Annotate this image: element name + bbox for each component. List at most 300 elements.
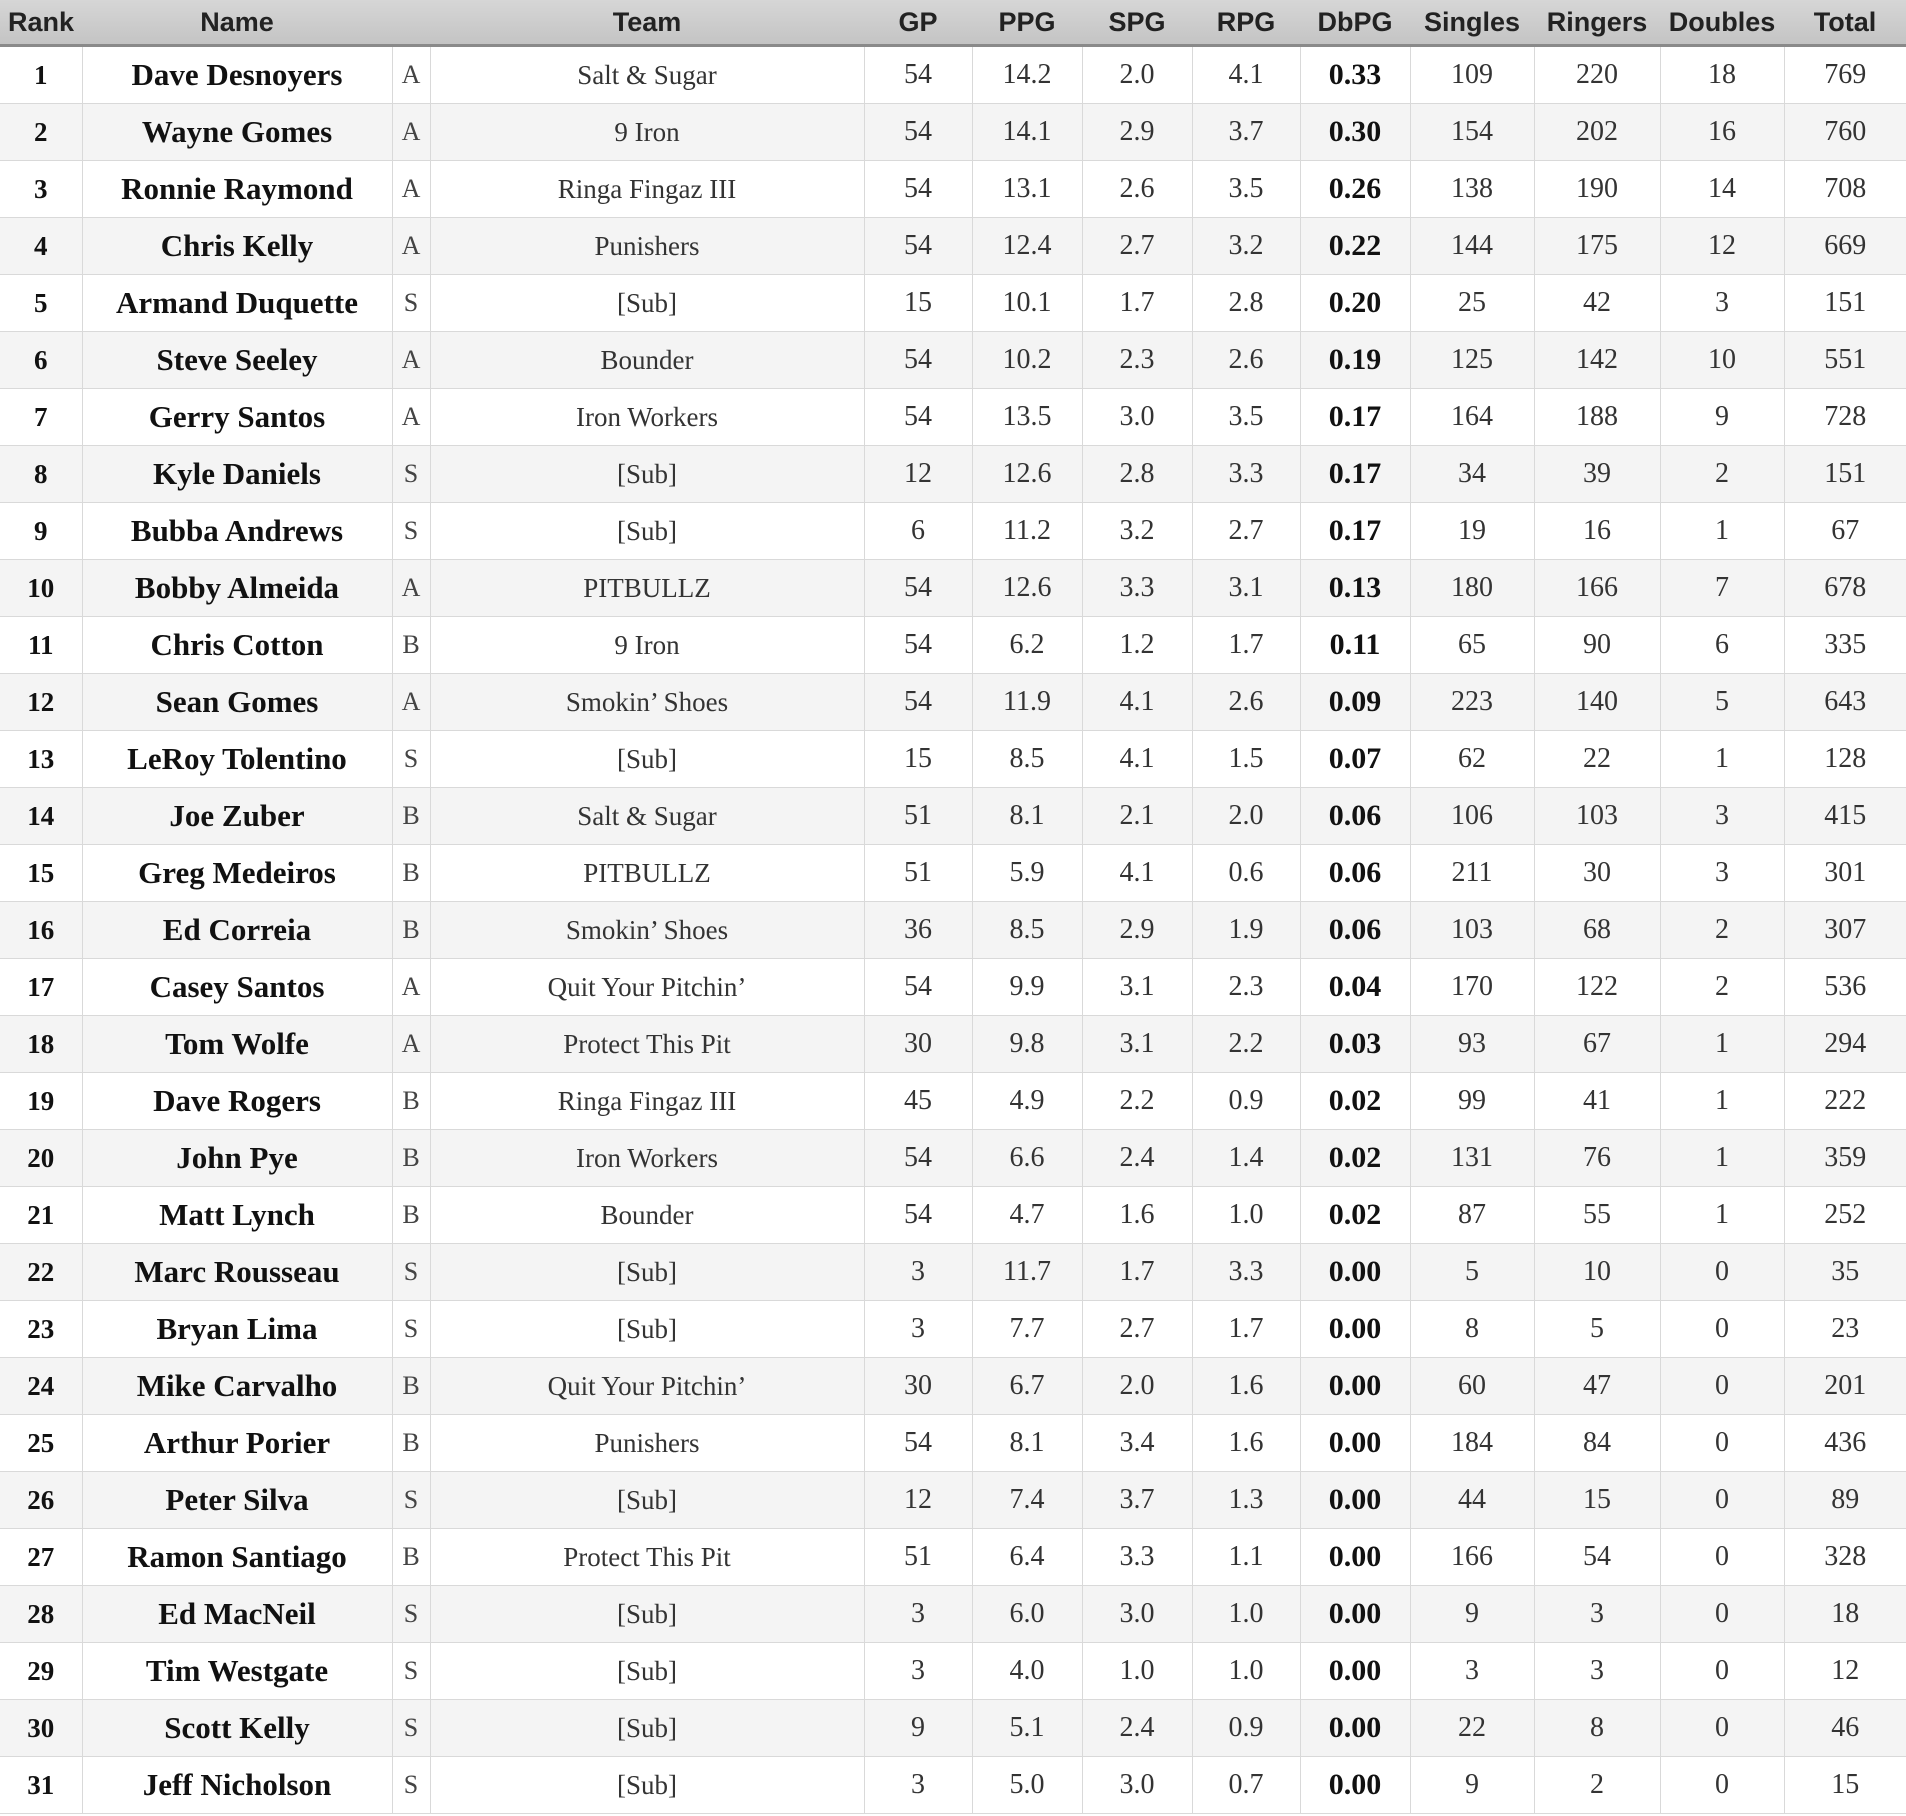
team-cell: Salt & Sugar — [430, 46, 864, 104]
ppg-cell: 10.2 — [972, 332, 1082, 389]
rpg-cell: 2.0 — [1192, 788, 1300, 845]
dbpg-cell: 0.26 — [1300, 161, 1410, 218]
header-rank[interactable]: Rank — [0, 0, 82, 46]
team-cell: Punishers — [430, 218, 864, 275]
table-row — [0, 959, 1906, 1016]
spg-cell: 2.4 — [1082, 1130, 1192, 1187]
rpg-cell: 3.3 — [1192, 446, 1300, 503]
singles-cell: 60 — [1410, 1358, 1534, 1415]
gp-cell: 54 — [864, 161, 972, 218]
doubles-cell: 3 — [1660, 275, 1784, 332]
table-row — [0, 1244, 1906, 1301]
division-cell: S — [392, 1757, 430, 1814]
total-cell: 307 — [1784, 902, 1906, 959]
player-name-cell: Kyle Daniels — [82, 446, 392, 503]
ringers-cell: 122 — [1534, 959, 1660, 1016]
dbpg-cell: 0.06 — [1300, 788, 1410, 845]
division-cell: A — [392, 46, 430, 104]
ppg-cell: 5.9 — [972, 845, 1082, 902]
ringers-cell: 175 — [1534, 218, 1660, 275]
team-cell: [Sub] — [430, 1586, 864, 1643]
player-name-cell: Dave Desnoyers — [82, 46, 392, 104]
division-cell: A — [392, 104, 430, 161]
team-cell: [Sub] — [430, 1472, 864, 1529]
spg-cell: 4.1 — [1082, 731, 1192, 788]
division-cell: B — [392, 1073, 430, 1130]
team-cell: [Sub] — [430, 1301, 864, 1358]
team-cell: [Sub] — [430, 275, 864, 332]
spg-cell: 2.1 — [1082, 788, 1192, 845]
player-name-cell: LeRoy Tolentino — [82, 731, 392, 788]
doubles-cell: 0 — [1660, 1643, 1784, 1700]
doubles-cell: 1 — [1660, 1016, 1784, 1073]
ringers-cell: 142 — [1534, 332, 1660, 389]
header-total[interactable]: Total — [1784, 0, 1906, 46]
division-cell: B — [392, 617, 430, 674]
singles-cell: 65 — [1410, 617, 1534, 674]
spg-cell: 2.0 — [1082, 1358, 1192, 1415]
gp-cell: 54 — [864, 389, 972, 446]
gp-cell: 54 — [864, 560, 972, 617]
table-row — [0, 503, 1906, 560]
dbpg-cell: 0.11 — [1300, 617, 1410, 674]
spg-cell: 2.2 — [1082, 1073, 1192, 1130]
spg-cell: 2.0 — [1082, 46, 1192, 104]
player-name-cell: Tim Westgate — [82, 1643, 392, 1700]
ppg-cell: 6.7 — [972, 1358, 1082, 1415]
singles-cell: 87 — [1410, 1187, 1534, 1244]
rpg-cell: 3.5 — [1192, 161, 1300, 218]
total-cell: 669 — [1784, 218, 1906, 275]
singles-cell: 223 — [1410, 674, 1534, 731]
ppg-cell: 10.1 — [972, 275, 1082, 332]
header-singles[interactable]: Singles — [1410, 0, 1534, 46]
division-cell: S — [392, 1700, 430, 1757]
spg-cell: 3.0 — [1082, 389, 1192, 446]
singles-cell: 25 — [1410, 275, 1534, 332]
doubles-cell: 2 — [1660, 902, 1784, 959]
header-dbpg[interactable]: DbPG — [1300, 0, 1410, 46]
team-cell: [Sub] — [430, 1700, 864, 1757]
player-name-cell: Armand Duquette — [82, 275, 392, 332]
singles-cell: 9 — [1410, 1757, 1534, 1814]
ppg-cell: 4.9 — [972, 1073, 1082, 1130]
total-cell: 328 — [1784, 1529, 1906, 1586]
singles-cell: 164 — [1410, 389, 1534, 446]
player-name-cell: Bubba Andrews — [82, 503, 392, 560]
player-name-cell: Steve Seeley — [82, 332, 392, 389]
gp-cell: 54 — [864, 959, 972, 1016]
dbpg-cell: 0.17 — [1300, 503, 1410, 560]
team-cell: Protect This Pit — [430, 1529, 864, 1586]
total-cell: 335 — [1784, 617, 1906, 674]
doubles-cell: 14 — [1660, 161, 1784, 218]
table-row — [0, 332, 1906, 389]
table-row — [0, 1529, 1906, 1586]
division-cell: B — [392, 1358, 430, 1415]
division-cell: A — [392, 161, 430, 218]
rank-cell: 19 — [0, 1073, 82, 1130]
rank-cell: 14 — [0, 788, 82, 845]
rank-cell: 6 — [0, 332, 82, 389]
ringers-cell: 15 — [1534, 1472, 1660, 1529]
dbpg-cell: 0.20 — [1300, 275, 1410, 332]
header-rpg[interactable]: RPG — [1192, 0, 1300, 46]
team-cell: [Sub] — [430, 1757, 864, 1814]
division-cell: A — [392, 560, 430, 617]
gp-cell: 51 — [864, 788, 972, 845]
gp-cell: 54 — [864, 617, 972, 674]
spg-cell: 3.7 — [1082, 1472, 1192, 1529]
rpg-cell: 2.6 — [1192, 332, 1300, 389]
table-row — [0, 1130, 1906, 1187]
ringers-cell: 3 — [1534, 1643, 1660, 1700]
player-name-cell: Dave Rogers — [82, 1073, 392, 1130]
gp-cell: 54 — [864, 1187, 972, 1244]
player-name-cell: Wayne Gomes — [82, 104, 392, 161]
singles-cell: 93 — [1410, 1016, 1534, 1073]
table-row — [0, 674, 1906, 731]
ppg-cell: 6.6 — [972, 1130, 1082, 1187]
dbpg-cell: 0.00 — [1300, 1358, 1410, 1415]
ringers-cell: 16 — [1534, 503, 1660, 560]
total-cell: 708 — [1784, 161, 1906, 218]
ringers-cell: 39 — [1534, 446, 1660, 503]
team-cell: [Sub] — [430, 446, 864, 503]
ppg-cell: 11.7 — [972, 1244, 1082, 1301]
singles-cell: 5 — [1410, 1244, 1534, 1301]
rank-cell: 5 — [0, 275, 82, 332]
ringers-cell: 202 — [1534, 104, 1660, 161]
doubles-cell: 9 — [1660, 389, 1784, 446]
rpg-cell: 2.2 — [1192, 1016, 1300, 1073]
ringers-cell: 8 — [1534, 1700, 1660, 1757]
rank-cell: 3 — [0, 161, 82, 218]
rpg-cell: 1.1 — [1192, 1529, 1300, 1586]
gp-cell: 12 — [864, 1472, 972, 1529]
team-cell: Protect This Pit — [430, 1016, 864, 1073]
rpg-cell: 2.8 — [1192, 275, 1300, 332]
table-row — [0, 1472, 1906, 1529]
player-name-cell: Tom Wolfe — [82, 1016, 392, 1073]
singles-cell: 22 — [1410, 1700, 1534, 1757]
table-row — [0, 845, 1906, 902]
player-name-cell: Jeff Nicholson — [82, 1757, 392, 1814]
spg-cell: 2.9 — [1082, 104, 1192, 161]
gp-cell: 30 — [864, 1358, 972, 1415]
rpg-cell: 3.1 — [1192, 560, 1300, 617]
division-cell: B — [392, 902, 430, 959]
dbpg-cell: 0.02 — [1300, 1130, 1410, 1187]
doubles-cell: 3 — [1660, 788, 1784, 845]
team-cell: Punishers — [430, 1415, 864, 1472]
spg-cell: 1.0 — [1082, 1643, 1192, 1700]
ringers-cell: 140 — [1534, 674, 1660, 731]
total-cell: 12 — [1784, 1643, 1906, 1700]
division-cell: B — [392, 1415, 430, 1472]
doubles-cell: 0 — [1660, 1472, 1784, 1529]
header-ringers[interactable]: Ringers — [1534, 0, 1660, 46]
doubles-cell: 16 — [1660, 104, 1784, 161]
rank-cell: 4 — [0, 218, 82, 275]
rpg-cell: 0.9 — [1192, 1700, 1300, 1757]
ppg-cell: 5.0 — [972, 1757, 1082, 1814]
rpg-cell: 1.9 — [1192, 902, 1300, 959]
singles-cell: 125 — [1410, 332, 1534, 389]
dbpg-cell: 0.19 — [1300, 332, 1410, 389]
total-cell: 551 — [1784, 332, 1906, 389]
team-cell: [Sub] — [430, 1643, 864, 1700]
header-spg[interactable]: SPG — [1082, 0, 1192, 46]
spg-cell: 2.7 — [1082, 1301, 1192, 1358]
rank-cell: 25 — [0, 1415, 82, 1472]
header-doubles[interactable]: Doubles — [1660, 0, 1784, 46]
team-cell: Bounder — [430, 332, 864, 389]
ringers-cell: 22 — [1534, 731, 1660, 788]
ringers-cell: 54 — [1534, 1529, 1660, 1586]
doubles-cell: 3 — [1660, 845, 1784, 902]
division-cell: S — [392, 1643, 430, 1700]
ringers-cell: 220 — [1534, 46, 1660, 104]
team-cell: PITBULLZ — [430, 845, 864, 902]
ringers-cell: 103 — [1534, 788, 1660, 845]
table-row — [0, 902, 1906, 959]
spg-cell: 3.1 — [1082, 1016, 1192, 1073]
table-row — [0, 788, 1906, 845]
ringers-cell: 42 — [1534, 275, 1660, 332]
ppg-cell: 8.5 — [972, 731, 1082, 788]
table-row — [0, 560, 1906, 617]
header-division[interactable] — [392, 0, 430, 46]
division-cell: B — [392, 1187, 430, 1244]
division-cell: S — [392, 1301, 430, 1358]
doubles-cell: 1 — [1660, 503, 1784, 560]
player-name-cell: Matt Lynch — [82, 1187, 392, 1244]
table-row — [0, 1586, 1906, 1643]
dbpg-cell: 0.00 — [1300, 1643, 1410, 1700]
spg-cell: 3.0 — [1082, 1757, 1192, 1814]
rpg-cell: 1.7 — [1192, 1301, 1300, 1358]
team-cell: [Sub] — [430, 1244, 864, 1301]
ppg-cell: 12.6 — [972, 446, 1082, 503]
doubles-cell: 10 — [1660, 332, 1784, 389]
rank-cell: 29 — [0, 1643, 82, 1700]
gp-cell: 54 — [864, 46, 972, 104]
gp-cell: 3 — [864, 1244, 972, 1301]
player-name-cell: Bobby Almeida — [82, 560, 392, 617]
spg-cell: 2.9 — [1082, 902, 1192, 959]
ringers-cell: 84 — [1534, 1415, 1660, 1472]
header-name[interactable]: Name — [82, 0, 392, 46]
ringers-cell: 2 — [1534, 1757, 1660, 1814]
ringers-cell: 188 — [1534, 389, 1660, 446]
rpg-cell: 2.6 — [1192, 674, 1300, 731]
table-body — [0, 46, 1906, 1814]
gp-cell: 54 — [864, 104, 972, 161]
singles-cell: 180 — [1410, 560, 1534, 617]
gp-cell: 36 — [864, 902, 972, 959]
doubles-cell: 5 — [1660, 674, 1784, 731]
gp-cell: 12 — [864, 446, 972, 503]
player-name-cell: Peter Silva — [82, 1472, 392, 1529]
ppg-cell: 5.1 — [972, 1700, 1082, 1757]
rank-cell: 28 — [0, 1586, 82, 1643]
player-name-cell: Ramon Santiago — [82, 1529, 392, 1586]
rank-cell: 7 — [0, 389, 82, 446]
team-cell: Smokin’ Shoes — [430, 674, 864, 731]
table-row — [0, 1415, 1906, 1472]
player-name-cell: Ed MacNeil — [82, 1586, 392, 1643]
ppg-cell: 9.8 — [972, 1016, 1082, 1073]
rpg-cell: 2.7 — [1192, 503, 1300, 560]
table-row — [0, 1643, 1906, 1700]
spg-cell: 3.3 — [1082, 1529, 1192, 1586]
dbpg-cell: 0.17 — [1300, 389, 1410, 446]
gp-cell: 15 — [864, 731, 972, 788]
player-name-cell: Joe Zuber — [82, 788, 392, 845]
total-cell: 643 — [1784, 674, 1906, 731]
team-cell: Ringa Fingaz III — [430, 161, 864, 218]
rpg-cell: 1.0 — [1192, 1586, 1300, 1643]
ppg-cell: 6.0 — [972, 1586, 1082, 1643]
player-name-cell: Marc Rousseau — [82, 1244, 392, 1301]
total-cell: 359 — [1784, 1130, 1906, 1187]
team-cell: Iron Workers — [430, 1130, 864, 1187]
dbpg-cell: 0.07 — [1300, 731, 1410, 788]
team-cell: Smokin’ Shoes — [430, 902, 864, 959]
header-ppg[interactable]: PPG — [972, 0, 1082, 46]
rank-cell: 13 — [0, 731, 82, 788]
dbpg-cell: 0.02 — [1300, 1073, 1410, 1130]
dbpg-cell: 0.06 — [1300, 845, 1410, 902]
ppg-cell: 11.9 — [972, 674, 1082, 731]
ringers-cell: 90 — [1534, 617, 1660, 674]
table-row — [0, 446, 1906, 503]
rank-cell: 31 — [0, 1757, 82, 1814]
spg-cell: 3.2 — [1082, 503, 1192, 560]
player-name-cell: Bryan Lima — [82, 1301, 392, 1358]
ringers-cell: 166 — [1534, 560, 1660, 617]
header-row — [0, 0, 1906, 46]
doubles-cell: 6 — [1660, 617, 1784, 674]
rank-cell: 1 — [0, 46, 82, 104]
division-cell: A — [392, 959, 430, 1016]
spg-cell: 2.4 — [1082, 1700, 1192, 1757]
spg-cell: 1.7 — [1082, 275, 1192, 332]
rpg-cell: 1.6 — [1192, 1358, 1300, 1415]
player-name-cell: Arthur Porier — [82, 1415, 392, 1472]
player-name-cell: Ed Correia — [82, 902, 392, 959]
ppg-cell: 14.1 — [972, 104, 1082, 161]
spg-cell: 3.3 — [1082, 560, 1192, 617]
dbpg-cell: 0.03 — [1300, 1016, 1410, 1073]
total-cell: 252 — [1784, 1187, 1906, 1244]
dbpg-cell: 0.00 — [1300, 1244, 1410, 1301]
spg-cell: 1.6 — [1082, 1187, 1192, 1244]
team-cell: PITBULLZ — [430, 560, 864, 617]
gp-cell: 3 — [864, 1757, 972, 1814]
table-row — [0, 389, 1906, 446]
ringers-cell: 76 — [1534, 1130, 1660, 1187]
table-row — [0, 1757, 1906, 1814]
singles-cell: 131 — [1410, 1130, 1534, 1187]
dbpg-cell: 0.00 — [1300, 1301, 1410, 1358]
spg-cell: 3.1 — [1082, 959, 1192, 1016]
dbpg-cell: 0.00 — [1300, 1700, 1410, 1757]
rpg-cell: 1.4 — [1192, 1130, 1300, 1187]
spg-cell: 3.4 — [1082, 1415, 1192, 1472]
total-cell: 728 — [1784, 389, 1906, 446]
singles-cell: 44 — [1410, 1472, 1534, 1529]
ppg-cell: 4.7 — [972, 1187, 1082, 1244]
rank-cell: 21 — [0, 1187, 82, 1244]
gp-cell: 3 — [864, 1301, 972, 1358]
header-team[interactable]: Team — [430, 0, 864, 46]
gp-cell: 51 — [864, 1529, 972, 1586]
spg-cell: 2.7 — [1082, 218, 1192, 275]
total-cell: 769 — [1784, 46, 1906, 104]
division-cell: A — [392, 1016, 430, 1073]
rpg-cell: 1.0 — [1192, 1643, 1300, 1700]
dbpg-cell: 0.09 — [1300, 674, 1410, 731]
team-cell: Iron Workers — [430, 389, 864, 446]
doubles-cell: 2 — [1660, 959, 1784, 1016]
dbpg-cell: 0.00 — [1300, 1472, 1410, 1529]
team-cell: [Sub] — [430, 731, 864, 788]
dbpg-cell: 0.30 — [1300, 104, 1410, 161]
table-row — [0, 1358, 1906, 1415]
division-cell: B — [392, 788, 430, 845]
division-cell: B — [392, 845, 430, 902]
gp-cell: 54 — [864, 332, 972, 389]
rank-cell: 26 — [0, 1472, 82, 1529]
table-row — [0, 1187, 1906, 1244]
player-name-cell: Greg Medeiros — [82, 845, 392, 902]
total-cell: 536 — [1784, 959, 1906, 1016]
ppg-cell: 6.2 — [972, 617, 1082, 674]
table-row — [0, 617, 1906, 674]
ringers-cell: 68 — [1534, 902, 1660, 959]
rpg-cell: 0.6 — [1192, 845, 1300, 902]
doubles-cell: 0 — [1660, 1700, 1784, 1757]
rpg-cell: 3.3 — [1192, 1244, 1300, 1301]
total-cell: 222 — [1784, 1073, 1906, 1130]
player-name-cell: Scott Kelly — [82, 1700, 392, 1757]
doubles-cell: 0 — [1660, 1529, 1784, 1586]
doubles-cell: 0 — [1660, 1415, 1784, 1472]
team-cell: [Sub] — [430, 503, 864, 560]
gp-cell: 9 — [864, 1700, 972, 1757]
player-name-cell: Chris Kelly — [82, 218, 392, 275]
gp-cell: 6 — [864, 503, 972, 560]
ppg-cell: 12.4 — [972, 218, 1082, 275]
total-cell: 18 — [1784, 1586, 1906, 1643]
spg-cell: 1.2 — [1082, 617, 1192, 674]
gp-cell: 54 — [864, 218, 972, 275]
gp-cell: 54 — [864, 1415, 972, 1472]
rpg-cell: 1.0 — [1192, 1187, 1300, 1244]
gp-cell: 30 — [864, 1016, 972, 1073]
ringers-cell: 30 — [1534, 845, 1660, 902]
division-cell: S — [392, 1472, 430, 1529]
singles-cell: 109 — [1410, 46, 1534, 104]
rank-cell: 24 — [0, 1358, 82, 1415]
division-cell: A — [392, 674, 430, 731]
ppg-cell: 14.2 — [972, 46, 1082, 104]
table-row — [0, 1301, 1906, 1358]
header-gp[interactable]: GP — [864, 0, 972, 46]
doubles-cell: 18 — [1660, 46, 1784, 104]
